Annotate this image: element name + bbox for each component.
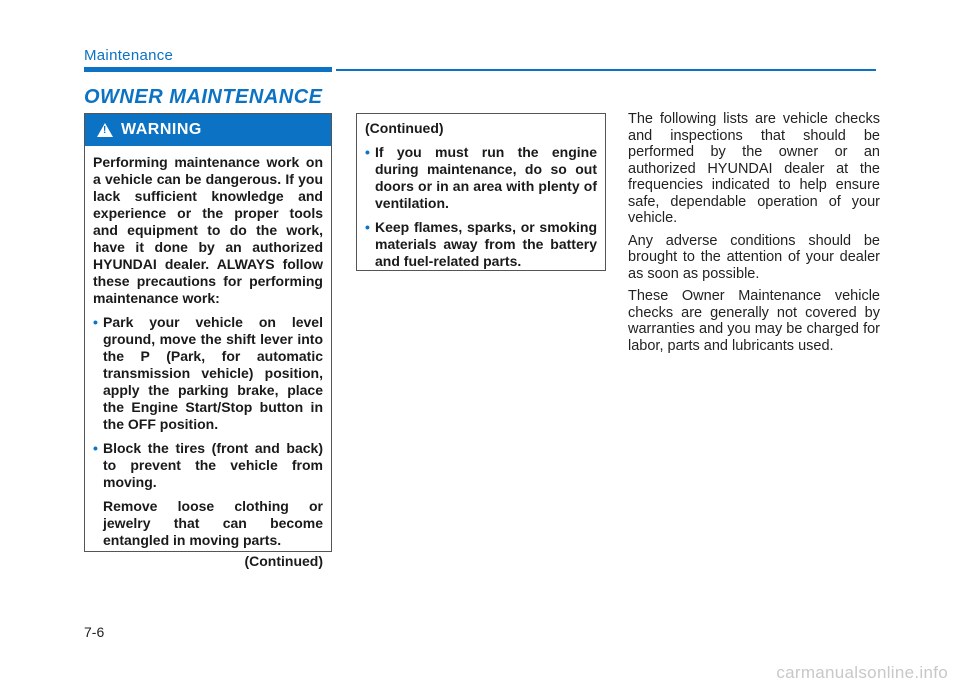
bullet-dot-icon: • (365, 144, 370, 160)
warning-bullet-text: Block the tires (front and back) to prevent the vehicle from moving. (103, 440, 323, 490)
warning-body (85, 146, 331, 576)
header-rule-thick (84, 67, 332, 72)
watermark: carmanualsonline.info (776, 663, 948, 682)
warning-header (85, 114, 331, 146)
page-title: OWNER MAINTENANCE (84, 86, 323, 108)
warning-intro: Performing maintenance work on a vehicle can be dangerous. If you lack sufficient knowledge and experience or the proper tools and equipment to do the work, have it done by an authorized HYUNDAI dealer. ALWAYS follow these precautions for performing maintenance work: (93, 154, 323, 306)
warning-triangle-icon: ! (97, 123, 113, 137)
body-paragraph: These Owner Maintenance vehicle checks are generally not covered by warranties and you may be charged for labor, parts and lubricants used. (628, 288, 880, 354)
continuation-bullet-text: If you must run the engine during maintenance, do so out doors or in an area with plenty of ventilation. (375, 144, 597, 211)
continuation-body (357, 114, 605, 276)
header-rule-thin (336, 69, 876, 71)
continuation-label: (Continued) (365, 120, 444, 136)
continuation-bullet (365, 144, 597, 212)
bullet-dot-icon: • (93, 314, 98, 330)
warning-bullet (93, 440, 323, 491)
bullet-dot-icon: • (365, 219, 370, 235)
warning-bullet-text: Park your vehicle on level ground, move the shift lever into the P (Park, for automatic transmission vehicle) position, apply the parking brake, place the Engine Start/Stop button in the OFF position. (103, 314, 323, 432)
page-number: 7-6 (84, 624, 105, 640)
warning-note: Remove loose clothing or jewelry that can become entangled in moving parts. (103, 498, 323, 548)
body-text-column (628, 111, 880, 360)
body-paragraph: Any adverse conditions should be brought to the attention of your dealer as soon as possible. (628, 232, 880, 282)
warning-continued: (Continued) (244, 553, 323, 569)
section-label: Maintenance (84, 47, 174, 64)
warning-bullet (93, 314, 323, 433)
body-paragraph: The following lists are vehicle checks and inspections that should be performed by the owner or an authorized HYUNDAI dealer at the frequencies indicated to help ensure safe, dependable operation of your vehicle. (628, 111, 880, 226)
bullet-dot-icon: • (93, 440, 98, 456)
warning-label: WARNING (121, 121, 202, 138)
warning-box (84, 113, 332, 569)
continuation-bullet-text: Keep flames, sparks, or smoking materials away from the battery and fuel-related parts. (375, 219, 597, 269)
continuation-bullet (365, 219, 597, 270)
continuation-box (356, 113, 606, 271)
